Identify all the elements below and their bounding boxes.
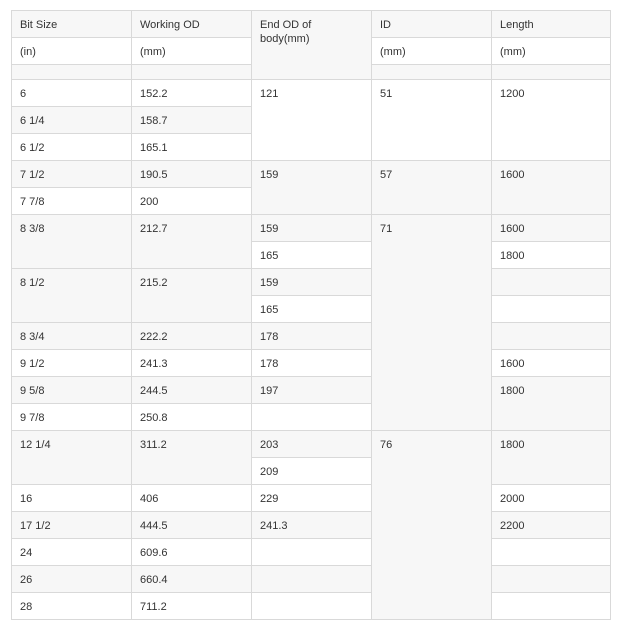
bit-size-cell: 9 7/8 [12,404,132,431]
length-cell: 1800 [492,242,611,269]
working-od-cell: 212.7 [132,215,252,269]
end-od-cell: 209 [252,458,372,485]
end-od-cell: 165 [252,242,372,269]
end-od-cell: 178 [252,350,372,377]
table-row [12,323,611,350]
bit-size-cell: 8 3/8 [12,215,132,269]
table-row [12,593,611,620]
length-cell [492,593,611,620]
header-end-od: End OD of body(mm) [252,11,372,80]
working-od-cell: 200 [132,188,252,215]
working-od-cell: 222.2 [132,323,252,350]
working-od-cell: 250.8 [132,404,252,431]
working-od-cell: 609.6 [132,539,252,566]
table-row [12,377,611,404]
length-cell: 2000 [492,485,611,512]
bit-size-cell: 6 [12,80,132,107]
working-od-cell: 444.5 [132,512,252,539]
bit-size-cell: 8 1/2 [12,269,132,323]
end-od-cell: 178 [252,323,372,350]
working-od-cell: 158.7 [132,107,252,134]
unit-bit-size: (in) [12,38,132,65]
length-cell: 1600 [492,215,611,242]
table-row [12,485,611,512]
length-cell: 1600 [492,161,611,215]
end-od-cell: 165 [252,296,372,323]
end-od-cell [252,404,372,431]
bit-size-cell: 6 1/4 [12,107,132,134]
bit-size-cell: 12 1/4 [12,431,132,485]
working-od-cell: 241.3 [132,350,252,377]
id-cell: 71 [372,215,492,431]
length-cell: 1800 [492,431,611,485]
bit-size-cell: 6 1/2 [12,134,132,161]
length-cell: 2200 [492,512,611,539]
bit-size-cell: 26 [12,566,132,593]
working-od-cell: 406 [132,485,252,512]
table-row [12,161,611,188]
length-cell: 1200 [492,80,611,161]
working-od-cell: 311.2 [132,431,252,485]
bit-size-cell: 16 [12,485,132,512]
working-od-cell: 190.5 [132,161,252,188]
working-od-cell: 244.5 [132,377,252,404]
spacer-cell [132,65,252,80]
bit-size-cell: 9 1/2 [12,350,132,377]
end-od-cell: 241.3 [252,512,372,539]
table-row [12,215,611,242]
end-od-cell: 159 [252,161,372,215]
header-working-od: Working OD [132,11,252,38]
bit-size-cell: 17 1/2 [12,512,132,539]
bit-size-cell: 7 7/8 [12,188,132,215]
id-cell: 57 [372,161,492,215]
table-row [12,269,611,296]
header-bit-size: Bit Size [12,11,132,38]
end-od-cell: 121 [252,80,372,161]
unit-working-od: (mm) [132,38,252,65]
id-cell: 51 [372,80,492,161]
id-cell: 76 [372,431,492,620]
unit-length: (mm) [492,38,611,65]
end-od-cell: 197 [252,377,372,404]
header-row [12,11,611,38]
table-row [12,539,611,566]
spacer-cell [492,65,611,80]
header-length: Length [492,11,611,38]
working-od-cell: 711.2 [132,593,252,620]
working-od-cell: 165.1 [132,134,252,161]
length-cell [492,296,611,323]
bit-size-cell: 8 3/4 [12,323,132,350]
working-od-cell: 215.2 [132,269,252,323]
specification-table [11,10,611,620]
length-cell [492,269,611,296]
end-od-cell [252,539,372,566]
table-row [12,431,611,458]
bit-size-cell: 24 [12,539,132,566]
end-od-cell: 159 [252,215,372,242]
end-od-cell: 229 [252,485,372,512]
spacer-cell [12,65,132,80]
length-cell [492,566,611,593]
header-id: ID [372,11,492,38]
spacer-cell [372,65,492,80]
end-od-cell [252,593,372,620]
table-row [12,566,611,593]
unit-id: (mm) [372,38,492,65]
working-od-cell: 152.2 [132,80,252,107]
table-row [12,512,611,539]
end-od-cell: 159 [252,269,372,296]
bit-size-cell: 28 [12,593,132,620]
table-row [12,80,611,107]
length-cell [492,539,611,566]
table-row [12,350,611,377]
length-cell: 1800 [492,377,611,431]
end-od-cell: 203 [252,431,372,458]
bit-size-cell: 7 1/2 [12,161,132,188]
length-cell [492,323,611,350]
working-od-cell: 660.4 [132,566,252,593]
bit-size-cell: 9 5/8 [12,377,132,404]
length-cell: 1600 [492,350,611,377]
end-od-cell [252,566,372,593]
